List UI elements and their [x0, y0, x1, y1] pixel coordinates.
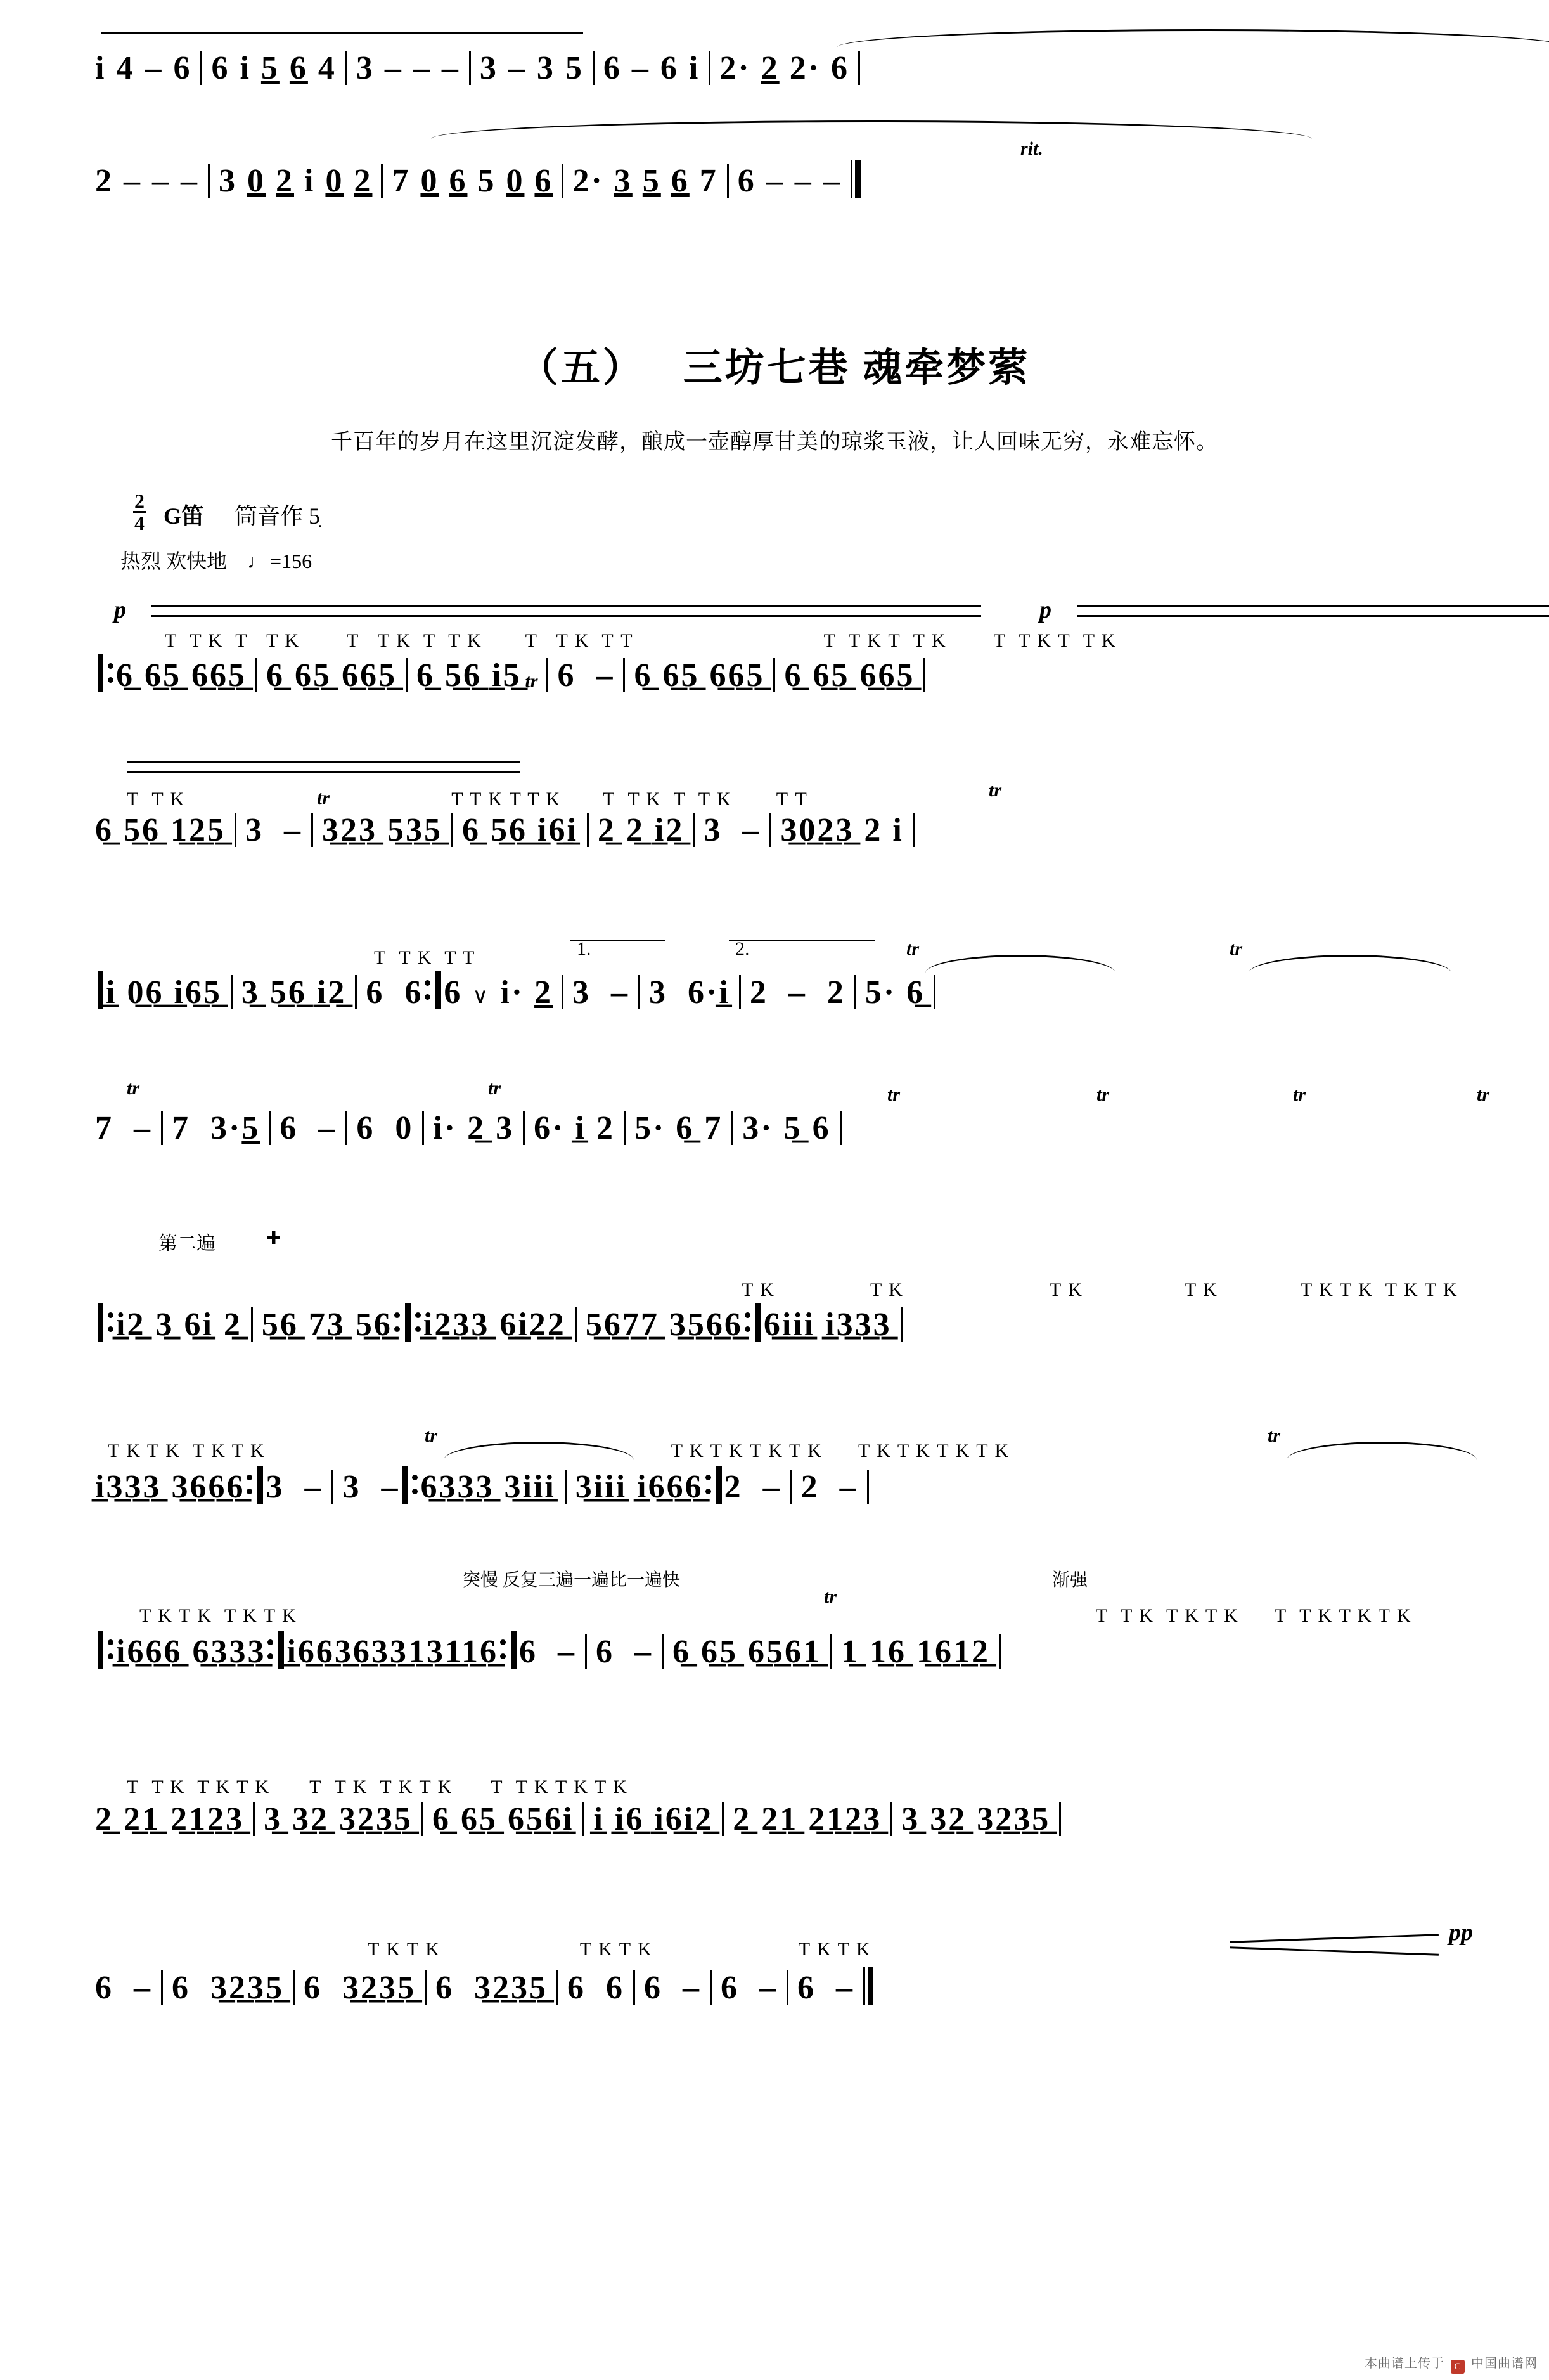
note-run: 2̲ 2̲ i̲2̲	[597, 812, 685, 848]
barline	[722, 1802, 724, 1836]
barline	[934, 975, 935, 1009]
tonguing-row	[368, 1937, 871, 1960]
note-run: 3 –	[572, 974, 630, 1011]
note-run: i̲2̲ 3̲ 6̲i̲ 2̲	[116, 1307, 242, 1343]
time-signature-numerator: 2	[134, 489, 145, 512]
repeat-dots	[704, 1466, 714, 1504]
note-run: 2· 3 5 6 7	[572, 163, 718, 199]
second-time-label: 第二遍	[158, 1233, 215, 1254]
trill-mark: tr	[824, 1586, 837, 1607]
top-system-1	[70, 25, 1479, 108]
tk-group: T T K T T K	[451, 789, 562, 810]
note-run: 3̲ 3̲2̲ 3̲2̲3̲5̲	[901, 1801, 1051, 1837]
system-5	[70, 1229, 1479, 1363]
tk-group: T K	[870, 1279, 904, 1300]
note-run: 2 – 2	[749, 974, 845, 1011]
trill-mark: tr	[1293, 1084, 1306, 1105]
note-run: 6 – – –	[737, 163, 842, 199]
tempo-block	[120, 545, 1549, 583]
note-run: 2̲ 2̲1̲ 2̲1̲2̲3̲	[95, 1801, 244, 1837]
barline	[200, 51, 202, 85]
system-2	[70, 754, 1479, 875]
time-signature	[133, 491, 146, 533]
trill-mark: tr	[887, 1084, 901, 1105]
system-4	[70, 1071, 1490, 1179]
note-run: 5̲6̲7̲7̲ 3̲5̲6̲6̲	[585, 1307, 743, 1343]
barline	[867, 1470, 869, 1504]
repeat-end-thick	[511, 1631, 517, 1669]
header-meta	[133, 491, 1549, 541]
trill-mark: tr	[317, 787, 330, 808]
note-run: 6 –	[644, 1970, 701, 2006]
note-run: 6 3̲2̲3̲5̲	[172, 1970, 284, 2006]
tk-group: T T	[776, 789, 808, 810]
barline	[840, 1111, 842, 1145]
barline	[727, 164, 729, 198]
note-run: 6 –	[797, 1970, 854, 2006]
tk-group: T K	[742, 1279, 775, 1300]
final-barline	[863, 1967, 865, 2005]
barline	[773, 658, 775, 692]
note-run: 2 –	[800, 1469, 858, 1505]
barline	[255, 658, 257, 692]
barline	[830, 1634, 832, 1669]
barline	[693, 813, 695, 847]
tk-group: T K	[1184, 1279, 1218, 1300]
barline	[523, 1111, 525, 1145]
system-1-notes	[95, 654, 934, 692]
note-run: i̲6̲6̲6̲ 6̲3̲3̲3̲	[116, 1634, 266, 1670]
tk-group: T T K T T	[525, 630, 634, 651]
barline	[355, 975, 357, 1009]
tonguing-row	[165, 629, 1117, 652]
repeat-end-thick	[435, 971, 441, 1009]
barline	[251, 1307, 253, 1342]
barline	[562, 975, 563, 1009]
tk-group: T K T K	[368, 1939, 440, 1960]
note-run: 6 –	[721, 1970, 778, 2006]
barline	[662, 1634, 664, 1669]
note-run: 6̲ 5̲6̲ i̲5̲	[416, 657, 522, 694]
tempo-note-icon: ♩	[247, 550, 268, 572]
final-barline-thick	[868, 1967, 873, 2005]
note-run: 3 – 3 5	[479, 50, 584, 86]
barline	[913, 813, 915, 847]
barline	[556, 1970, 558, 2005]
note-run: 2 –	[724, 1469, 781, 1505]
barline	[311, 813, 313, 847]
repeat-start-thick	[402, 1466, 408, 1504]
barline	[469, 51, 471, 85]
note-run: 5· 6̲ 7	[634, 1110, 723, 1146]
barline	[593, 51, 595, 85]
phrase-line	[151, 615, 981, 617]
note-run: i̲ i̲6̲ i̲6̲i̲2̲	[593, 1801, 714, 1837]
trill-mark: tr	[1096, 1084, 1110, 1105]
tonguing-row	[139, 1604, 1412, 1627]
trill-mark: tr	[1230, 938, 1243, 959]
tk-group: T T K T K T K	[309, 1776, 453, 1797]
note-run: 7 –	[95, 1110, 152, 1146]
trill-mark: tr	[488, 1078, 501, 1099]
repeat-end-thick	[278, 1631, 284, 1669]
tk-group: T T K T T	[374, 947, 476, 968]
note-run: 3 0 2 i 0 2	[219, 163, 373, 199]
note-run: 3̲ 3̲2̲ 3̲2̲3̲5̲	[264, 1801, 413, 1837]
tonguing-row	[127, 787, 808, 810]
note-run: 6 –	[280, 1110, 337, 1146]
barline	[923, 658, 925, 692]
note-run: i̲3̲3̲3̲ 3̲6̲6̲6̲	[95, 1469, 245, 1505]
barline	[253, 1802, 255, 1836]
tk-group: T T K T T K	[165, 630, 300, 651]
note-run: 6 – 6 i	[603, 50, 700, 86]
repeat-dots	[245, 1466, 255, 1504]
ending-bracket	[729, 940, 875, 941]
barline	[854, 975, 856, 1009]
barline	[585, 1634, 587, 1669]
note-run: 6 –	[596, 1634, 653, 1670]
system-6-notes	[95, 1466, 878, 1504]
barline	[269, 1111, 271, 1145]
watermark	[1365, 2353, 1538, 2374]
barline	[890, 1802, 892, 1836]
tk-group: T K T K T K T K	[139, 1605, 297, 1626]
note-run: 6̲ 6̲5̲ 6̲6̲5̲	[116, 657, 247, 694]
phrase-line	[101, 32, 583, 34]
watermark-right-text: 中国曲谱网	[1471, 2357, 1538, 2370]
tk-group: T T K T K T K	[491, 1776, 628, 1797]
barline	[587, 813, 589, 847]
trill-mark: tr	[425, 1425, 438, 1446]
note-run: i· 2̲ 3	[433, 1110, 515, 1146]
title-name: 三坊七巷 魂牵梦萦	[683, 347, 1031, 390]
trill-mark: tr	[989, 780, 1002, 801]
repeat-dots	[106, 1631, 116, 1669]
page-title	[0, 336, 1549, 392]
tk-group: T T K T T K	[993, 630, 1117, 651]
note-run: 6 0	[356, 1110, 414, 1146]
system-4-notes	[95, 1111, 851, 1145]
repeat-dots	[106, 654, 116, 692]
repeat-end-thick	[755, 1303, 761, 1342]
barline	[790, 1470, 792, 1504]
tk-group: T K T K	[579, 1939, 653, 1960]
top-system-2-notes	[95, 160, 863, 198]
sudden-slow-label: 突慢 反复三遍一遍比一遍快	[463, 1570, 681, 1590]
tk-group: T T K T K T K	[127, 1776, 271, 1797]
note-run: 7 0 6 5 0 6	[392, 163, 553, 199]
barline	[731, 1111, 733, 1145]
barline	[406, 658, 408, 692]
note-run: 6 i 5 6 4	[211, 50, 337, 86]
barline	[425, 1970, 427, 2005]
final-barline-thick	[855, 160, 861, 198]
barline	[633, 1970, 635, 2005]
barline	[901, 1307, 903, 1342]
sheet-music-page	[0, 25, 1549, 2380]
barline	[858, 51, 860, 85]
phrase-line	[1077, 605, 1549, 607]
note-run: 6 –	[557, 657, 615, 694]
barline	[161, 1111, 163, 1145]
system-9-notes	[95, 1967, 876, 2005]
repeat-start-thick	[98, 1303, 103, 1342]
phrase-line	[151, 605, 981, 607]
system-3-notes	[95, 971, 944, 1009]
trill-mark: tr	[525, 671, 538, 692]
barline	[565, 1470, 567, 1504]
note-run: 6 ∨ i· 2	[444, 974, 553, 1011]
note-run: 3 –	[704, 812, 761, 848]
repeat-end-thick	[257, 1466, 263, 1504]
repeat-dots	[266, 1631, 276, 1669]
note-run: 3 –	[245, 812, 302, 848]
note-run: 6̲ 6̲5̲ 6̲5̲6̲i̲	[432, 1801, 574, 1837]
final-barline	[851, 160, 852, 198]
watermark-badge: C	[1451, 2360, 1465, 2374]
note-run: 1̲ 1̲6̲ 1̲6̲1̲2̲	[841, 1634, 991, 1670]
title-block	[0, 336, 1549, 392]
repeat-dots	[106, 1303, 116, 1342]
system-2-notes	[95, 813, 923, 847]
note-run: 3 –	[266, 1469, 323, 1505]
note-run: 2· 2 2· 6	[719, 50, 850, 86]
slur	[837, 29, 1549, 48]
phrase-line	[1077, 615, 1549, 617]
expression-label: 热烈 欢快地	[120, 550, 228, 572]
segno-icon: ✚	[266, 1229, 281, 1248]
tk-group: T T K T T K	[823, 630, 947, 651]
diminuendo-hairpin	[1230, 1934, 1439, 1943]
note-run: 5̲6̲ 7̲3̲ 5̲6̲	[261, 1307, 392, 1343]
dynamic-p-1: p	[114, 597, 126, 623]
time-signature-denominator: 4	[134, 512, 145, 534]
repeat-dots	[743, 1303, 753, 1342]
barline	[345, 1111, 347, 1145]
system-3	[70, 913, 1479, 1033]
system-5-notes	[95, 1303, 911, 1342]
barline	[235, 813, 236, 847]
slur	[431, 120, 1312, 139]
system-6	[70, 1407, 1479, 1528]
note-run: 3 – – –	[356, 50, 460, 86]
note-run: 6̲ 6̲5̲ 6̲6̲5̲	[634, 657, 765, 694]
note-run: 2 – – –	[95, 163, 199, 199]
slur	[925, 955, 1115, 973]
tk-group: T K T K T K T K	[671, 1440, 823, 1461]
note-run: i 4 – 6	[95, 50, 192, 86]
note-run: 6̲ 6̲5̲ 6̲6̲5̲	[784, 657, 915, 694]
barline	[422, 1111, 424, 1145]
barline	[582, 1802, 584, 1836]
note-run: i̲2̲3̲3̲ 6̲i̲2̲2̲	[423, 1307, 566, 1343]
barline	[293, 1970, 295, 2005]
note-run: 3̲ 5̲6̲ i̲2̲	[241, 974, 347, 1011]
tk-group: T T K	[127, 789, 186, 810]
barline	[739, 975, 741, 1009]
repeat-end-thick	[716, 1466, 722, 1504]
barline	[710, 1970, 712, 2005]
note-run: i̲6̲6̲3̲6̲3̲3̲1̲3̲1̲1̲6̲	[286, 1634, 499, 1670]
description-text: 千百年的岁月在这里沉淀发酵，酿成一壶醇厚甘美的琼浆玉液，让人回味无穷，永难忘怀。	[331, 430, 1218, 454]
slur	[1249, 955, 1451, 973]
tk-group: T T K T K T K	[1274, 1605, 1412, 1626]
barline	[1059, 1802, 1061, 1836]
note-run: 6 6	[567, 1970, 624, 2006]
note-run: 6 3̲2̲3̲5̲	[304, 1970, 416, 2006]
note-run: 6̲i̲i̲i̲ i̲3̲3̲3̲	[763, 1307, 892, 1343]
barline	[345, 51, 347, 85]
phrase-line	[127, 771, 520, 773]
barline	[562, 164, 563, 198]
note-run: 3 6·i̲	[649, 974, 730, 1011]
barline	[231, 975, 233, 1009]
note-run: 3̲i̲i̲i̲ i̲6̲6̲6̲	[575, 1469, 704, 1505]
crescendo-label: 渐强	[1052, 1570, 1088, 1590]
tk-group: T K T K	[798, 1939, 871, 1960]
dynamic-p-2: p	[1039, 597, 1051, 623]
barline	[546, 658, 548, 692]
barline	[575, 1307, 577, 1342]
note-run: 6̲ 6̲5̲ 6̲5̲6̲1̲	[672, 1634, 822, 1670]
tk-group: T T K T T K	[603, 789, 732, 810]
barline	[331, 1470, 333, 1504]
tk-group: T K T K T K T K	[108, 1440, 266, 1461]
note-run: 6· i̲ 2	[534, 1110, 615, 1146]
tk-group: T T K T K T K	[1095, 1605, 1239, 1626]
tempo-value: =156	[270, 550, 312, 572]
barline	[451, 813, 453, 847]
tk-group: T K T K T K T K	[858, 1440, 1010, 1461]
system-9	[70, 1908, 1479, 2035]
ending-1-label: 1.	[577, 938, 591, 959]
note-run: 6̲3̲3̲3̲ 3̲i̲i̲i̲	[420, 1469, 556, 1505]
note-run: 6 6	[366, 974, 423, 1011]
barline	[638, 975, 640, 1009]
diminuendo-hairpin	[1230, 1946, 1439, 1956]
dynamic-pp: pp	[1449, 1919, 1473, 1946]
tk-group: T T K T T K	[347, 630, 482, 651]
repeat-dots	[392, 1303, 402, 1342]
trill-mark: tr	[1268, 1425, 1281, 1446]
system-7	[70, 1572, 1479, 1699]
repeat-start-thick	[98, 971, 103, 1009]
barline	[161, 1970, 163, 2005]
barline	[623, 658, 625, 692]
repeat-dots	[413, 1303, 423, 1342]
slur	[1287, 1442, 1477, 1460]
note-run: 3· 5̲ 6	[742, 1110, 831, 1146]
note-run: 3 –	[342, 1469, 400, 1505]
note-run: i̲ 0̲6̲ i̲6̲5̲	[106, 974, 222, 1011]
ending-bracket	[570, 940, 665, 941]
tonguing-row	[742, 1278, 1458, 1301]
repeat-dots	[498, 1631, 508, 1669]
title-number: （五）	[518, 347, 645, 390]
tonguing-row	[127, 1775, 628, 1798]
barline	[787, 1970, 788, 2005]
barline	[999, 1634, 1001, 1669]
tk-group: T K T K T K T K	[1300, 1279, 1458, 1300]
note-run: 6 –	[519, 1634, 577, 1670]
key-instrument: G笛	[164, 503, 205, 529]
repeat-dots	[410, 1466, 420, 1504]
barline	[624, 1111, 626, 1145]
repeat-start-thick	[98, 654, 103, 692]
barline	[769, 813, 771, 847]
trill-mark: tr	[127, 1078, 140, 1099]
system-7-notes	[95, 1631, 1010, 1669]
note-run: 6 3̲2̲3̲5̲	[435, 1970, 548, 2006]
note-run: 3̲2̲3̲ 5̲3̲5̲	[322, 812, 442, 848]
note-run: 7 3·5	[172, 1110, 260, 1146]
system-8-notes	[95, 1802, 1070, 1836]
barline	[381, 164, 383, 198]
trill-mark: tr	[1477, 1084, 1490, 1105]
tk-group: T K	[1049, 1279, 1083, 1300]
repeat-start-thick	[98, 1631, 103, 1669]
note-run: 6 –	[95, 1970, 152, 2006]
repeat-end-thick	[405, 1303, 411, 1342]
system-1	[70, 596, 1479, 716]
tonguing-row	[374, 946, 475, 969]
ending-2-label: 2.	[735, 938, 750, 959]
note-run: 5· 6̲	[864, 974, 925, 1011]
note-run: 6̲ 5̲6̲ 1̲2̲5̲	[95, 812, 226, 848]
note-run: 6̲ 6̲5̲ 6̲6̲5̲	[266, 657, 397, 694]
note-run: 2̲ 2̲1̲ 2̲1̲2̲3̲	[733, 1801, 882, 1837]
note-run: 6̲ 5̲6̲ i̲6̲i̲	[462, 812, 578, 848]
barline	[208, 164, 210, 198]
watermark-left-text: 本曲谱上传于	[1365, 2357, 1444, 2370]
phrase-line	[127, 761, 520, 763]
top-system-1-notes	[95, 51, 869, 85]
barline	[421, 1802, 423, 1836]
note-run: 3̲0̲2̲3̲ 2 i	[780, 812, 904, 848]
rit-label: rit.	[1020, 138, 1043, 159]
top-system-2	[70, 120, 1479, 216]
system-8	[70, 1743, 1479, 1864]
trill-mark: tr	[906, 938, 920, 959]
barline	[709, 51, 710, 85]
repeat-dots	[423, 971, 433, 1009]
fingering-label: 筒音作 5̣	[235, 503, 321, 529]
